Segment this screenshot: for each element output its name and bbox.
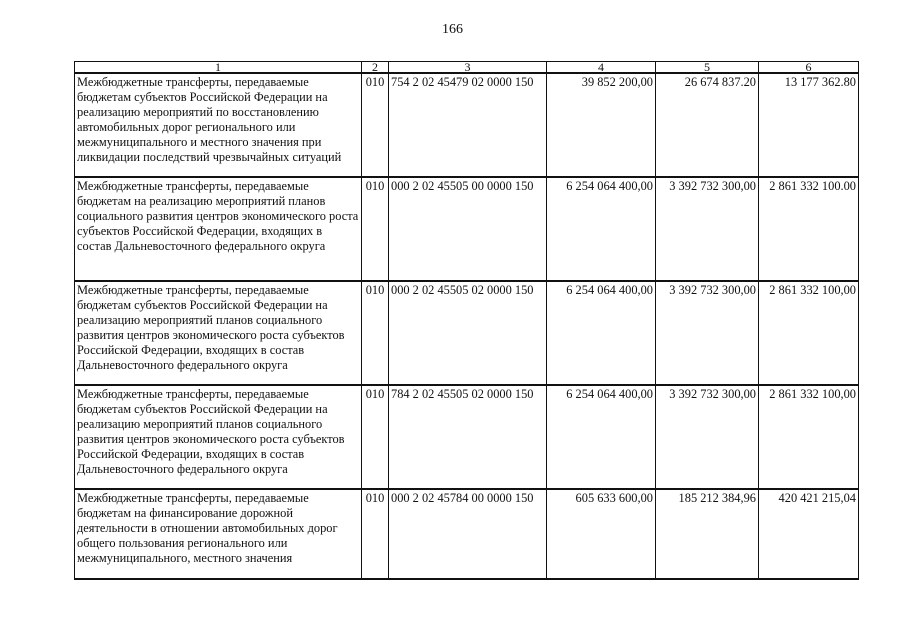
header-col-3: 3 bbox=[389, 62, 547, 74]
row-budget-code: 000 2 02 45505 02 0000 150 bbox=[389, 281, 547, 385]
row-col-6: 2 861 332 100,00 bbox=[759, 281, 859, 385]
row-col-4: 6 254 064 400,00 bbox=[547, 177, 656, 281]
row-col-5: 3 392 732 300,00 bbox=[656, 177, 759, 281]
row-line-code: 010 bbox=[362, 281, 389, 385]
row-line-code: 010 bbox=[362, 73, 389, 177]
row-description: Межбюджетные трансферты, передаваемые бюджетам на финансирование дорожной деятельности в отношении автомобильных дорог общего пользования регионального или межмуниципального, местного значения bbox=[75, 489, 362, 579]
header-col-6: 6 bbox=[759, 62, 859, 74]
row-col-4: 6 254 064 400,00 bbox=[547, 281, 656, 385]
table-row bbox=[75, 489, 859, 579]
row-col-5: 3 392 732 300,00 bbox=[656, 385, 759, 489]
row-description: Межбюджетные трансферты, передаваемые бюджетам на реализацию мероприятий планов социального развития центров экономического роста субъектов Российской Федерации, входящих в состав Дальневосточного федерального округа bbox=[75, 177, 362, 281]
row-line-code: 010 bbox=[362, 385, 389, 489]
table-header bbox=[75, 62, 859, 74]
table-row bbox=[75, 281, 859, 385]
header-col-4: 4 bbox=[547, 62, 656, 74]
row-col-6: 2 861 332 100.00 bbox=[759, 177, 859, 281]
page-number: 166 bbox=[442, 22, 463, 37]
table-body bbox=[75, 73, 859, 579]
row-description: Межбюджетные трансферты, передаваемые бюджетам субъектов Российской Федерации на реализацию мероприятий планов социального развития центров экономического роста субъектов Российской Федерации, входящих в состав Дальневосточного федерального округа bbox=[75, 281, 362, 385]
budget-table bbox=[74, 61, 859, 580]
table-row bbox=[75, 385, 859, 489]
row-budget-code: 000 2 02 45784 00 0000 150 bbox=[389, 489, 547, 579]
row-description: Межбюджетные трансферты, передаваемые бюджетам субъектов Российской Федерации на реализацию мероприятий планов социального развития центров экономического роста субъектов Российской Федерации, входящих в состав Дальневосточного федерального округа bbox=[75, 385, 362, 489]
row-budget-code: 000 2 02 45505 00 0000 150 bbox=[389, 177, 547, 281]
row-line-code: 010 bbox=[362, 177, 389, 281]
row-col-4: 6 254 064 400,00 bbox=[547, 385, 656, 489]
row-col-6: 420 421 215,04 bbox=[759, 489, 859, 579]
row-description: Межбюджетные трансферты, передаваемые бюджетам субъектов Российской Федерации на реализацию мероприятий по восстановлению автомобильных дорог регионального или межмуниципального и местного значения при ликвидации последствий чрезвычайных ситуаций bbox=[75, 73, 362, 177]
table-row bbox=[75, 177, 859, 281]
row-col-5: 3 392 732 300,00 bbox=[656, 281, 759, 385]
row-line-code: 010 bbox=[362, 489, 389, 579]
row-col-6: 2 861 332 100,00 bbox=[759, 385, 859, 489]
header-row bbox=[75, 62, 859, 74]
row-col-6: 13 177 362.80 bbox=[759, 73, 859, 177]
row-col-5: 26 674 837.20 bbox=[656, 73, 759, 177]
header-col-1: 1 bbox=[75, 62, 362, 74]
row-col-4: 39 852 200,00 bbox=[547, 73, 656, 177]
row-budget-code: 784 2 02 45505 02 0000 150 bbox=[389, 385, 547, 489]
row-col-4: 605 633 600,00 bbox=[547, 489, 656, 579]
header-col-2: 2 bbox=[362, 62, 389, 74]
row-col-5: 185 212 384,96 bbox=[656, 489, 759, 579]
table-row bbox=[75, 73, 859, 177]
header-col-5: 5 bbox=[656, 62, 759, 74]
row-budget-code: 754 2 02 45479 02 0000 150 bbox=[389, 73, 547, 177]
